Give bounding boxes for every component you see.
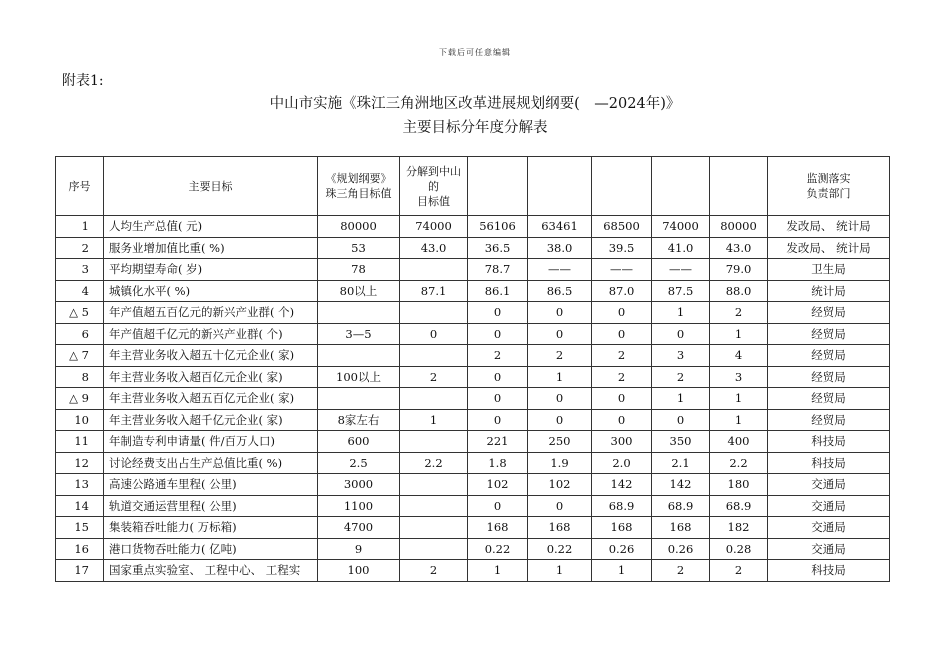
table-row — [56, 495, 890, 517]
cell-year-4: 350 — [652, 431, 710, 453]
cell-outline: 100以上 — [318, 366, 400, 388]
cell-year-3: 0 — [592, 409, 652, 431]
cell-year-5: 180 — [710, 474, 768, 496]
cell-year-3: 39.5 — [592, 237, 652, 259]
header-zs-line3: 目标值 — [417, 194, 450, 208]
cell-year-1: 0 — [468, 323, 528, 345]
cell-year-4: 2 — [652, 560, 710, 582]
table-row — [56, 538, 890, 560]
header-year-4 — [652, 157, 710, 216]
cell-department: 卫生局 — [768, 259, 890, 281]
cell-year-5: 79.0 — [710, 259, 768, 281]
header-year-3 — [592, 157, 652, 216]
table-row — [56, 517, 890, 539]
cell-year-4: 1 — [652, 388, 710, 410]
cell-year-4: 0.26 — [652, 538, 710, 560]
cell-outline: 1100 — [318, 495, 400, 517]
cell-department: 经贸局 — [768, 409, 890, 431]
cell-year-2: 86.5 — [528, 280, 592, 302]
cell-year-4: 2.1 — [652, 452, 710, 474]
cell-index: 2 — [56, 237, 104, 259]
header-year-1 — [468, 157, 528, 216]
cell-year-5: 0.28 — [710, 538, 768, 560]
cell-year-4: 0 — [652, 323, 710, 345]
cell-department: 科技局 — [768, 431, 890, 453]
cell-target: 年主营业务收入超千亿元企业( 家) — [104, 409, 318, 431]
cell-year-3: 68.9 — [592, 495, 652, 517]
cell-target: 讨论经费支出占生产总值比重( %) — [104, 452, 318, 474]
cell-index: 8 — [56, 366, 104, 388]
cell-index: 11 — [56, 431, 104, 453]
cell-zhongshan — [400, 302, 468, 324]
cell-year-2: —— — [528, 259, 592, 281]
cell-target: 港口货物吞吐能力( 亿吨) — [104, 538, 318, 560]
cell-year-3: 0 — [592, 302, 652, 324]
header-outline-line1: 《规划纲要》 — [325, 172, 392, 185]
cell-year-2: 168 — [528, 517, 592, 539]
cell-year-2: 102 — [528, 474, 592, 496]
table-row — [56, 388, 890, 410]
header-zhongshan-target — [400, 157, 468, 216]
cell-outline: 80000 — [318, 216, 400, 238]
cell-year-2: 0.22 — [528, 538, 592, 560]
table-row — [56, 409, 890, 431]
cell-zhongshan — [400, 388, 468, 410]
header-zs-line1: 分解到中山 — [406, 164, 461, 178]
cell-year-4: 41.0 — [652, 237, 710, 259]
cell-outline: 3000 — [318, 474, 400, 496]
cell-department: 经贸局 — [768, 302, 890, 324]
cell-year-3: 0.26 — [592, 538, 652, 560]
cell-zhongshan: 43.0 — [400, 237, 468, 259]
cell-year-3: 2.0 — [592, 452, 652, 474]
cell-zhongshan: 1 — [400, 409, 468, 431]
cell-index: △ 5 — [56, 302, 104, 324]
cell-year-3: 2 — [592, 345, 652, 367]
cell-year-5: 80000 — [710, 216, 768, 238]
cell-year-3: 0 — [592, 388, 652, 410]
cell-year-3: 300 — [592, 431, 652, 453]
cell-department: 经贸局 — [768, 323, 890, 345]
table-row — [56, 259, 890, 281]
cell-zhongshan — [400, 259, 468, 281]
cell-year-3: 87.0 — [592, 280, 652, 302]
cell-zhongshan: 74000 — [400, 216, 468, 238]
cell-year-1: 36.5 — [468, 237, 528, 259]
cell-year-3: 142 — [592, 474, 652, 496]
cell-zhongshan — [400, 474, 468, 496]
cell-year-1: 56106 — [468, 216, 528, 238]
header-note: 下载后可任意编辑 — [439, 48, 511, 57]
cell-year-1: 168 — [468, 517, 528, 539]
header-year-5 — [710, 157, 768, 216]
table-body — [56, 216, 890, 582]
cell-year-4: 74000 — [652, 216, 710, 238]
cell-outline: 4700 — [318, 517, 400, 539]
cell-index: 17 — [56, 560, 104, 582]
cell-year-4: —— — [652, 259, 710, 281]
cell-index: 14 — [56, 495, 104, 517]
cell-outline — [318, 388, 400, 410]
table-row — [56, 452, 890, 474]
cell-zhongshan: 87.1 — [400, 280, 468, 302]
cell-year-4: 87.5 — [652, 280, 710, 302]
cell-year-3: —— — [592, 259, 652, 281]
cell-year-1: 0 — [468, 366, 528, 388]
cell-year-2: 0 — [528, 388, 592, 410]
cell-year-4: 1 — [652, 302, 710, 324]
cell-year-5: 2.2 — [710, 452, 768, 474]
header-target: 主要目标 — [104, 157, 318, 216]
cell-index: 3 — [56, 259, 104, 281]
table-header-row — [56, 157, 890, 216]
header-index: 序号 — [56, 157, 104, 216]
cell-target: 集装箱吞吐能力( 万标箱) — [104, 517, 318, 539]
cell-year-5: 1 — [710, 323, 768, 345]
cell-year-5: 1 — [710, 388, 768, 410]
cell-index: 12 — [56, 452, 104, 474]
cell-department: 交通局 — [768, 538, 890, 560]
cell-outline: 53 — [318, 237, 400, 259]
cell-department: 发改局、 统计局 — [768, 216, 890, 238]
cell-year-1: 0.22 — [468, 538, 528, 560]
cell-year-2: 0 — [528, 302, 592, 324]
header-dept-line2: 负责部门 — [806, 187, 851, 200]
cell-year-3: 168 — [592, 517, 652, 539]
cell-index: 13 — [56, 474, 104, 496]
cell-outline: 600 — [318, 431, 400, 453]
cell-year-1: 0 — [468, 388, 528, 410]
cell-year-3: 1 — [592, 560, 652, 582]
cell-zhongshan: 2 — [400, 560, 468, 582]
table-row — [56, 431, 890, 453]
table-row — [56, 216, 890, 238]
cell-year-5: 2 — [710, 302, 768, 324]
cell-year-1: 78.7 — [468, 259, 528, 281]
cell-department: 经贸局 — [768, 345, 890, 367]
cell-target: 年主营业务收入超五百亿元企业( 家) — [104, 388, 318, 410]
cell-year-5: 1 — [710, 409, 768, 431]
cell-year-2: 38.0 — [528, 237, 592, 259]
cell-year-2: 0 — [528, 409, 592, 431]
cell-zhongshan: 2 — [400, 366, 468, 388]
header-dept-line1: 监测落实 — [806, 172, 851, 185]
cell-department: 统计局 — [768, 280, 890, 302]
cell-year-2: 2 — [528, 345, 592, 367]
cell-target: 年主营业务收入超百亿元企业( 家) — [104, 366, 318, 388]
cell-zhongshan — [400, 345, 468, 367]
table-row — [56, 237, 890, 259]
cell-department: 发改局、 统计局 — [768, 237, 890, 259]
cell-department: 交通局 — [768, 517, 890, 539]
cell-target: 服务业增加值比重( %) — [104, 237, 318, 259]
cell-year-5: 2 — [710, 560, 768, 582]
cell-year-1: 86.1 — [468, 280, 528, 302]
cell-target: 年制造专利申请量( 件/百万人口) — [104, 431, 318, 453]
cell-year-3: 68500 — [592, 216, 652, 238]
attachment-label: 附表1: — [62, 73, 104, 89]
cell-year-5: 43.0 — [710, 237, 768, 259]
table-row — [56, 323, 890, 345]
cell-year-5: 4 — [710, 345, 768, 367]
cell-outline: 80以上 — [318, 280, 400, 302]
header-year-2 — [528, 157, 592, 216]
cell-year-5: 88.0 — [710, 280, 768, 302]
cell-year-1: 0 — [468, 495, 528, 517]
cell-outline: 8家左右 — [318, 409, 400, 431]
cell-year-4: 0 — [652, 409, 710, 431]
cell-department: 科技局 — [768, 452, 890, 474]
cell-target: 轨道交通运营里程( 公里) — [104, 495, 318, 517]
cell-target: 平均期望寿命( 岁) — [104, 259, 318, 281]
cell-index: 6 — [56, 323, 104, 345]
cell-department: 交通局 — [768, 495, 890, 517]
cell-index: 4 — [56, 280, 104, 302]
cell-year-1: 1.8 — [468, 452, 528, 474]
cell-year-1: 2 — [468, 345, 528, 367]
cell-year-5: 68.9 — [710, 495, 768, 517]
cell-year-4: 3 — [652, 345, 710, 367]
cell-year-4: 168 — [652, 517, 710, 539]
cell-year-2: 1 — [528, 366, 592, 388]
cell-year-1: 0 — [468, 409, 528, 431]
cell-zhongshan — [400, 495, 468, 517]
cell-year-5: 182 — [710, 517, 768, 539]
cell-zhongshan — [400, 538, 468, 560]
cell-zhongshan: 0 — [400, 323, 468, 345]
cell-target: 城镇化水平( %) — [104, 280, 318, 302]
cell-year-4: 142 — [652, 474, 710, 496]
cell-year-5: 400 — [710, 431, 768, 453]
cell-year-1: 0 — [468, 302, 528, 324]
cell-year-1: 221 — [468, 431, 528, 453]
cell-year-4: 2 — [652, 366, 710, 388]
cell-index: △ 9 — [56, 388, 104, 410]
cell-year-2: 1 — [528, 560, 592, 582]
table-row — [56, 560, 890, 582]
cell-year-5: 3 — [710, 366, 768, 388]
cell-index: 15 — [56, 517, 104, 539]
table-row — [56, 280, 890, 302]
cell-year-1: 102 — [468, 474, 528, 496]
cell-zhongshan — [400, 517, 468, 539]
cell-index: 16 — [56, 538, 104, 560]
cell-outline — [318, 345, 400, 367]
cell-year-3: 2 — [592, 366, 652, 388]
cell-outline: 3—5 — [318, 323, 400, 345]
cell-index: △ 7 — [56, 345, 104, 367]
cell-target: 年产值超五百亿元的新兴产业群( 个) — [104, 302, 318, 324]
cell-target: 高速公路通车里程( 公里) — [104, 474, 318, 496]
cell-year-2: 250 — [528, 431, 592, 453]
document-subtitle: 主要目标分年度分解表 — [402, 120, 548, 136]
cell-department: 交通局 — [768, 474, 890, 496]
header-department — [768, 157, 890, 216]
cell-year-2: 63461 — [528, 216, 592, 238]
cell-department: 科技局 — [768, 560, 890, 582]
target-breakdown-table — [55, 156, 890, 582]
cell-year-4: 68.9 — [652, 495, 710, 517]
cell-index: 1 — [56, 216, 104, 238]
cell-outline: 78 — [318, 259, 400, 281]
cell-department: 经贸局 — [768, 366, 890, 388]
cell-year-3: 0 — [592, 323, 652, 345]
cell-department: 经贸局 — [768, 388, 890, 410]
cell-year-1: 1 — [468, 560, 528, 582]
table-row — [56, 345, 890, 367]
header-outline-target — [318, 157, 400, 216]
table-row — [56, 366, 890, 388]
cell-index: 10 — [56, 409, 104, 431]
document-title: 中山市实施《珠江三角洲地区改革进展规划纲要( —2024年)》 — [269, 96, 681, 112]
cell-outline: 2.5 — [318, 452, 400, 474]
cell-outline: 100 — [318, 560, 400, 582]
cell-target: 年主营业务收入超五十亿元企业( 家) — [104, 345, 318, 367]
header-outline-line2: 珠三角目标值 — [325, 187, 392, 200]
cell-outline: 9 — [318, 538, 400, 560]
cell-zhongshan: 2.2 — [400, 452, 468, 474]
cell-year-2: 0 — [528, 323, 592, 345]
cell-year-2: 0 — [528, 495, 592, 517]
cell-outline — [318, 302, 400, 324]
cell-zhongshan — [400, 431, 468, 453]
cell-year-2: 1.9 — [528, 452, 592, 474]
table-row — [56, 302, 890, 324]
header-zs-line2: 的 — [428, 179, 439, 193]
cell-target: 年产值超千亿元的新兴产业群( 个) — [104, 323, 318, 345]
cell-target: 人均生产总值( 元) — [104, 216, 318, 238]
table-row — [56, 474, 890, 496]
cell-target: 国家重点实验室、 工程中心、 工程实 — [104, 560, 318, 582]
